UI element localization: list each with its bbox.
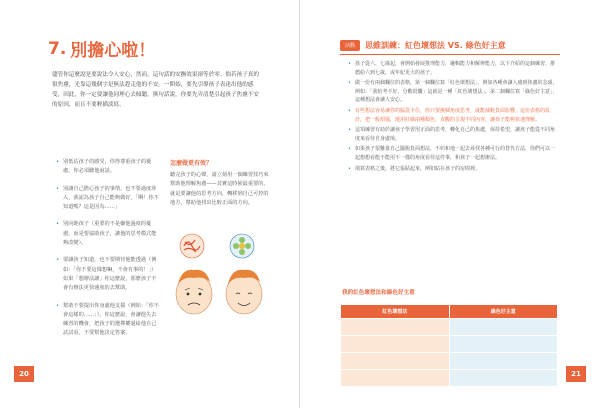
intro-paragraph: 儘管你這麼說是要說法令人安心，然而，這句話的安撫效果卻等於零。倘若孩子真的很焦慮，光靠這幾個字是無法趕走他的不安。一開始，要先引導孩子表達出他的感受，因此，你一定要讓他同理心去傾聽，換句話說，你要先弄清楚引起孩子焦慮不安的原因，而且不要輕描淡寫。 [52, 72, 259, 108]
worksheet-table [340, 304, 558, 387]
green-idea-cell[interactable] [449, 370, 558, 387]
tip-item: • 別向她孩子（重要的不是嫌他過度的憂慮，而是要協助孩子，讓他的思考模式能夠改變）。 [56, 221, 157, 247]
tip-item: • 別讓自己擔心孩子的事情，也不要過度涉入，我認為孩子自己能夠做好。「啊！你不知道嗎？這是因為……」 [56, 185, 159, 211]
exercise-step: • 這項練習有助於讓孩子學習用正面的思考，轉化自己的焦慮，保持希望，讓孩子能從不同角度來看待自身處境。 [348, 127, 556, 142]
red-thought-cell[interactable] [341, 336, 450, 353]
red-thought-cell[interactable] [341, 370, 450, 387]
green-ideas-header: 綠色好主意 [449, 305, 558, 319]
calm-face-icon [226, 270, 262, 314]
worried-face-icon [176, 270, 212, 314]
exercise-step: • 填寫表格之後，將它張貼起來，例如貼在孩子的房間裡。 [348, 165, 481, 172]
bullet-icon: • [348, 80, 351, 87]
green-idea-cell[interactable] [449, 353, 558, 370]
worksheet-title: 我的紅色壞想法和綠色好主意 [342, 290, 415, 296]
activity-tag: 活動 [340, 40, 360, 51]
red-thought-cell[interactable] [341, 319, 450, 336]
bullet-icon: • [348, 107, 351, 114]
bullet-icon: • [56, 257, 60, 264]
green-idea-cell[interactable] [449, 319, 558, 336]
exercise-header [340, 40, 506, 51]
bullet-icon: • [56, 185, 60, 192]
worried-vs-calm-illustration [172, 232, 268, 324]
red-tangle-thought-icon [180, 234, 204, 258]
bullet-icon: • [56, 302, 60, 309]
bullet-icon: • [348, 61, 351, 67]
green-flower-thought-icon [230, 234, 254, 258]
page-number: 20 [14, 366, 34, 382]
bullet-icon: • [348, 127, 351, 134]
chapter-title-text: 別擔心啦！ [70, 41, 156, 61]
exercise-steps [348, 60, 558, 175]
tip-box-heading: 怎麼做更有效？ [170, 160, 213, 167]
bullet-icon: • [348, 165, 351, 172]
exercise-title: 思維訓練：紅色壞想法 VS. 綠色好主意 [365, 41, 506, 50]
chapter-title [48, 36, 155, 61]
bullet-icon: • [56, 159, 60, 165]
header-divider [340, 54, 560, 55]
exercise-step: • 做一份有兩個欄位的表格，第一個欄位寫「紅色壞想法」，例如各種會讓人感到焦慮的念頭，例如：「我怕考不好、分數很爛」這就是一種「紅色壞想法」。第二個欄位寫「綠色好主意」，這種想法會讓人安心。 [348, 80, 558, 104]
tip-item: • 要讓孩子知道，也不要期待他能透過（例如：「你不要這樣想嘛，不會有事的！」）如果「想辦法讓」你這麼說，那麼孩子不會有辦法更快速度的去幫助。 [56, 257, 157, 292]
chapter-number: 7. [48, 38, 67, 59]
tip-item: • 幫助不要提出你身處他支援（例如：「你不會這樣的……」），你這麼說，會讓他失去練習的機會，把孩子的選擇權還給他自己試試看，不要幫他決定答案。 [56, 302, 159, 337]
exercise-step: • 孩子從六、七歲起，會開始發展推理能力，邏輯能力和解辨能力，以下介紹的這個練習，推薦給六到七歲，或年紀更大的孩子。 [348, 61, 556, 76]
page-number: 21 [566, 366, 586, 382]
red-thoughts-header: 紅色壞想法 [341, 305, 450, 319]
red-thought-cell[interactable] [341, 353, 450, 370]
tip-item: • 別低估孩子的感受，你得尊重孩子的憂慮，你必須聽他說話。 [56, 159, 152, 175]
right-page [300, 0, 600, 408]
bullet-icon: • [56, 221, 60, 228]
tips-list [56, 158, 160, 347]
green-idea-cell[interactable] [449, 336, 558, 353]
exercise-step-highlighted: • 有些想法容易讓你的腦袋卡住，你只要換個角度思考，就能減輕負面影響。這份表格的設計，把一般煩惱，運用紅綠兩種顏色，直觀的呈現不同內容，讓孩子能夠快速理解。 [348, 107, 551, 123]
tip-box [170, 158, 270, 208]
bullet-icon: • [348, 146, 351, 153]
tip-box-text: 聽完孩子的心聲，請立刻用一個練習技巧來幫助他理解焦慮——其實這時候最重要的，就是要讓他的思考方向，轉移到自己可控的地方，幫助他找出比較正面的方向。 [170, 172, 269, 206]
exercise-step: • 如果孩子很難靠自己擺脫負面想法，不妨和他一起去尋找各種可行的替代方法，你們可以一起想想看能不能用不一樣的角度看待這件事，和孩子一起想辦法。 [348, 146, 556, 161]
